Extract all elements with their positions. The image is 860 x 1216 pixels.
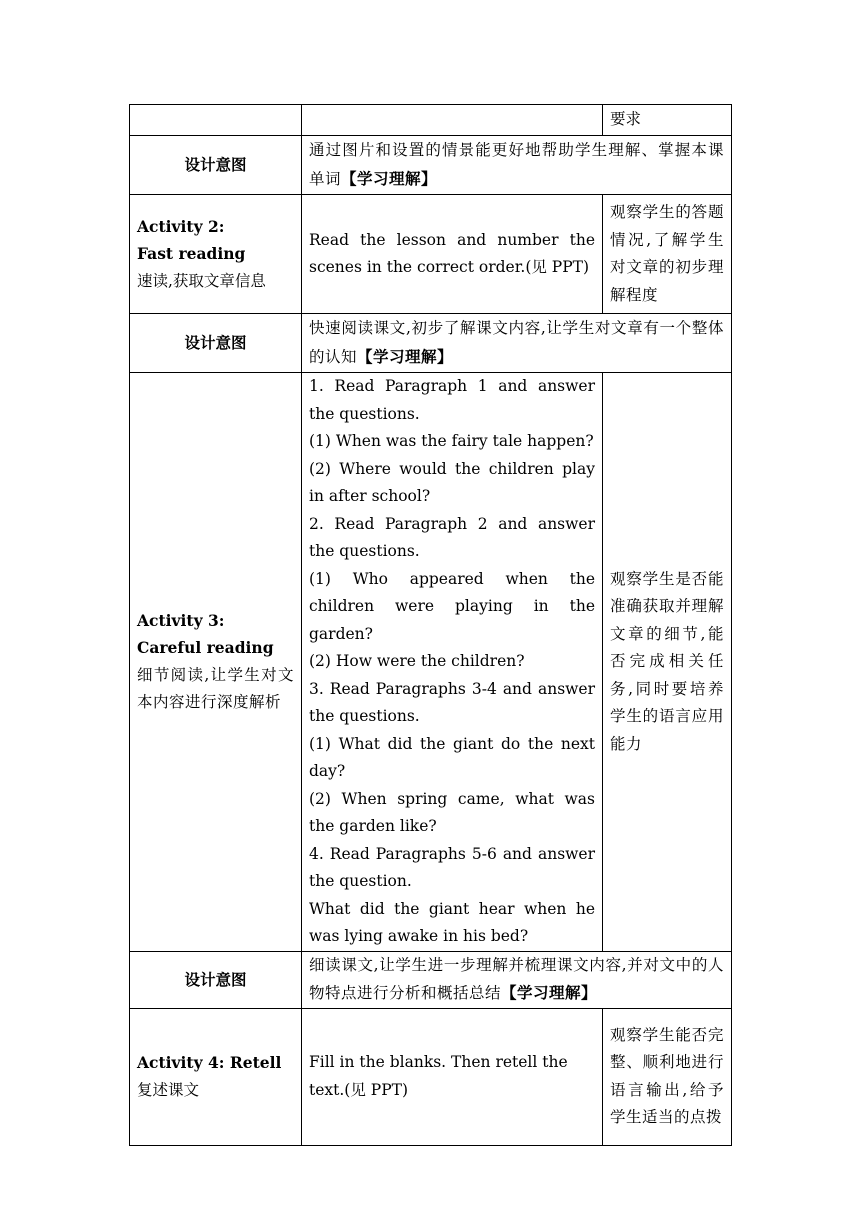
activity-subtitle: Fast reading bbox=[137, 244, 246, 264]
evaluation-cell: 观察学生是否能准确获取并理解文章的细节,能否完成相关任务,同时要培养学生的语言应用能力 bbox=[603, 373, 732, 952]
list-item: 3. Read Paragraphs 3-4 and answer the questions. bbox=[309, 679, 595, 725]
requirement-cell: 要求 bbox=[603, 105, 732, 136]
activity-subtitle: Careful reading bbox=[137, 638, 274, 658]
activity-title: Activity 2: bbox=[137, 216, 225, 236]
list-item: (2) When spring came, what was the garden like? bbox=[309, 789, 595, 835]
table-row bbox=[130, 136, 732, 195]
activity-cell bbox=[130, 195, 302, 314]
list-item: (1) When was the fairy tale happen? bbox=[309, 432, 594, 450]
intent-text: 通过图片和设置的情景能更好地帮助学生理解、掌握本课单词 bbox=[309, 141, 724, 188]
table-row bbox=[130, 951, 732, 1008]
cell-empty bbox=[130, 105, 302, 136]
cell-empty bbox=[302, 105, 603, 136]
table-row bbox=[130, 1008, 732, 1145]
activity-content: Fill in the blanks. Then retell the text.(见 PPT) bbox=[302, 1008, 603, 1145]
list-item: 4. Read Paragraphs 5-6 and answer the question. bbox=[309, 844, 595, 890]
evaluation-cell: 观察学生能否完整、顺利地进行语言输出,给予学生适当的点拨 bbox=[603, 1008, 732, 1145]
design-intent-label: 设计意图 bbox=[130, 136, 302, 195]
design-intent-text bbox=[302, 136, 732, 195]
list-item: 1. Read Paragraph 1 and answer the questions. bbox=[309, 377, 595, 423]
activity-content: Read the lesson and number the scenes in the correct order.(见 PPT) bbox=[302, 195, 603, 314]
table-row bbox=[130, 373, 732, 952]
lesson-plan-table bbox=[129, 104, 732, 1146]
design-intent-text bbox=[302, 951, 732, 1008]
design-intent-text bbox=[302, 314, 732, 373]
list-item: 2. Read Paragraph 2 and answer the questions. bbox=[309, 514, 595, 560]
table-row bbox=[130, 195, 732, 314]
intent-tag: 【学习理解】 bbox=[341, 168, 438, 188]
list-item: (1) Who appeared when the children were playing in the garden? bbox=[309, 569, 595, 643]
design-intent-label: 设计意图 bbox=[130, 314, 302, 373]
evaluation-cell: 观察学生的答题情况,了解学生对文章的初步理解程度 bbox=[603, 195, 732, 314]
list-item: What did the giant hear when he was lying awake in his bed? bbox=[309, 899, 595, 945]
design-intent-label: 设计意图 bbox=[130, 951, 302, 1008]
list-item: (1) What did the giant do the next day? bbox=[309, 734, 595, 780]
activity-title: Activity 3: bbox=[137, 610, 225, 630]
activity-description: 复述课文 bbox=[137, 1080, 200, 1099]
intent-tag: 【学习理解】 bbox=[501, 983, 598, 1002]
list-item: (2) Where would the children play in after school? bbox=[309, 459, 595, 505]
activity-cell bbox=[130, 1008, 302, 1145]
table-row bbox=[130, 105, 732, 136]
activity-title: Activity 4: Retell bbox=[137, 1053, 282, 1072]
activity-description: 细节阅读,让学生对文本内容进行深度解析 bbox=[137, 665, 294, 712]
intent-text: 细读课文,让学生进一步理解并梳理课文内容,并对文中的人物特点进行分析和概括总结 bbox=[309, 955, 724, 1002]
list-item: (2) How were the children? bbox=[309, 652, 525, 670]
intent-text: 快速阅读课文,初步了解课文内容,让学生对文章有一个整体的认知 bbox=[309, 319, 724, 366]
activity-description: 速读,获取文章信息 bbox=[137, 271, 266, 290]
activity-content bbox=[302, 373, 603, 952]
table-row bbox=[130, 314, 732, 373]
activity-cell bbox=[130, 373, 302, 952]
intent-tag: 【学习理解】 bbox=[357, 346, 454, 366]
